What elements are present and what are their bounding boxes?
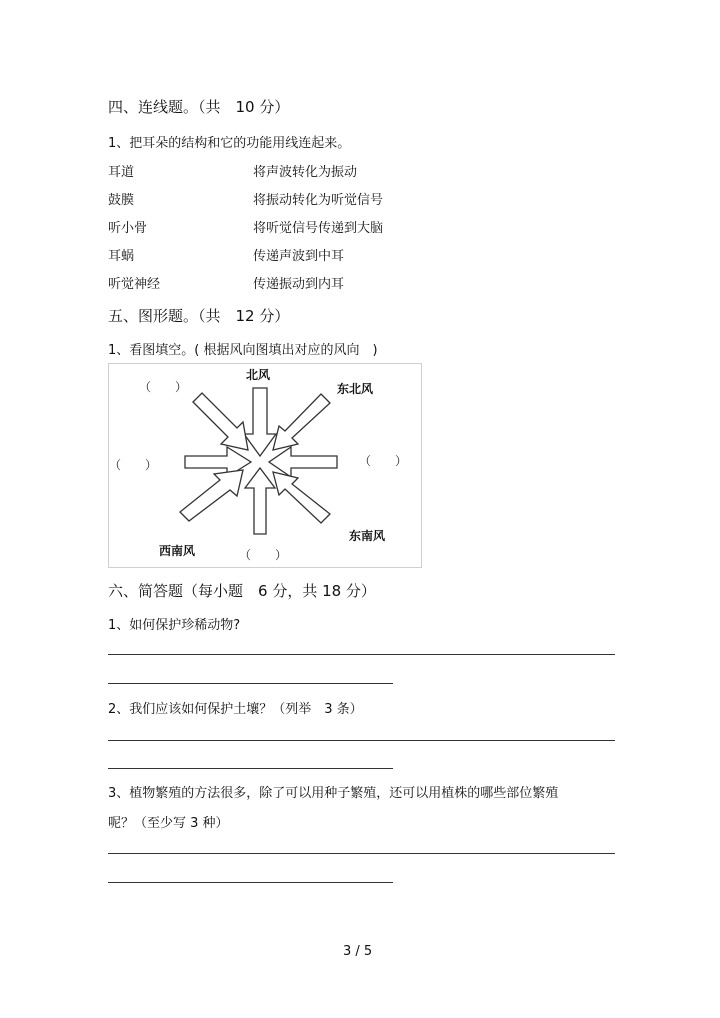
right-item-1: 将声波转化为振动 [253, 165, 358, 180]
section6-question3-line2: 呢？（至少写 3 种） [108, 816, 229, 831]
arrow-southwest [180, 470, 243, 521]
arrow-south [245, 468, 275, 534]
blank-northwest[interactable]: （ ） [139, 380, 188, 394]
label-southeast-wind: 东南风 [349, 529, 386, 543]
section6-question1: 1、如何保护珍稀动物? [108, 618, 241, 633]
right-item-3: 将听觉信号传递到大脑 [253, 221, 384, 236]
label-northeast-wind: 东北风 [337, 382, 374, 396]
arrow-north [244, 388, 276, 456]
section6-question2: 2、我们应该如何保护土壤？（列举 3 条） [108, 702, 363, 717]
section4-question1: 1、把耳朵的结构和它的功能用线连起来。 [108, 136, 351, 151]
right-item-5: 传递振动到内耳 [253, 277, 345, 292]
answer-line-q3-b[interactable] [108, 882, 393, 883]
section5-title: 五、图形题。（共 12 分） [108, 307, 290, 325]
arrow-southeast [273, 472, 330, 523]
left-item-ear-canal: 耳道 [108, 165, 135, 180]
section6-title: 六、简答题（每小题 6 分，共 18 分） [108, 582, 376, 600]
answer-line-q2-b[interactable] [108, 768, 393, 769]
answer-line-q2-a[interactable] [108, 740, 615, 741]
page-number: 3 / 5 [343, 944, 373, 959]
arrow-northeast [273, 394, 330, 450]
section5-question1: 1、看图填空。( 根据风向图填出对应的风向 ) [108, 343, 378, 358]
left-item-cochlea: 耳蜗 [108, 249, 135, 264]
blank-west[interactable]: （ ） [109, 458, 158, 472]
arrow-east [269, 447, 337, 477]
answer-line-q3-a[interactable] [108, 853, 615, 854]
wind-direction-figure [108, 363, 422, 568]
left-item-eardrum: 鼓膜 [108, 193, 135, 208]
left-item-ossicles: 听小骨 [108, 221, 148, 236]
blank-south[interactable]: （ ） [239, 548, 288, 562]
section4-title: 四、连线题。（共 10 分） [108, 98, 290, 116]
right-item-2: 将振动转化为听觉信号 [253, 193, 384, 208]
blank-east[interactable]: （ ） [359, 454, 408, 468]
label-southwest-wind: 西南风 [159, 544, 196, 558]
left-item-auditory-nerve: 听觉神经 [108, 277, 161, 292]
label-north-wind: 北风 [246, 368, 271, 382]
section6-question3-line1: 3、植物繁殖的方法很多，除了可以用种子繁殖，还可以用植株的哪些部位繁殖 [108, 786, 559, 801]
arrow-northwest [193, 393, 248, 450]
answer-line-q1-a[interactable] [108, 654, 615, 655]
right-item-4: 传递声波到中耳 [253, 249, 345, 264]
answer-line-q1-b[interactable] [108, 683, 393, 684]
